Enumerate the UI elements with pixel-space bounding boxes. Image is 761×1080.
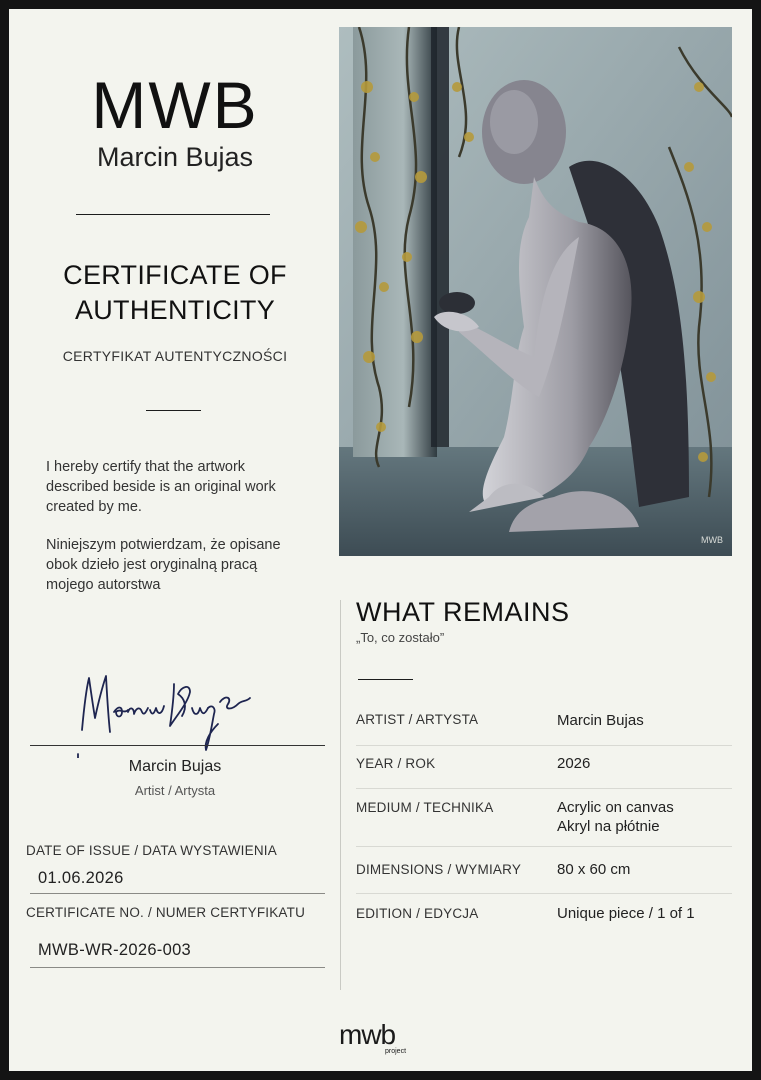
divider — [76, 214, 270, 215]
detail-value-edition — [557, 904, 695, 923]
painting-signature: MWB — [701, 535, 723, 545]
signatory-name: Marcin Bujas — [128, 758, 222, 775]
column-divider — [340, 600, 341, 990]
detail-label-artist: ARTIST / ARTYSTA — [356, 712, 479, 727]
divider — [358, 679, 413, 680]
detail-label-medium: MEDIUM / TECHNIKA — [356, 800, 494, 815]
statement-en-line: created by me. — [46, 499, 142, 515]
artist-name-header: Marcin Bujas — [96, 142, 254, 172]
statement-en-line: I hereby certify that the artwork — [46, 459, 246, 475]
detail-label-dimensions: DIMENSIONS / WYMIARY — [356, 862, 522, 877]
detail-value-line: 2026 — [557, 755, 591, 772]
statement-en-line: described beside is an original work — [46, 479, 276, 495]
detail-label-year: YEAR / ROK — [356, 756, 436, 771]
statement-pl-line: obok dzieło jest oryginalną pracą — [46, 557, 258, 573]
signatory-role: Artist / Artysta — [134, 783, 216, 798]
detail-value-artist — [557, 711, 644, 730]
brand-logo: MWB — [91, 68, 259, 142]
field-underline — [30, 967, 325, 968]
date-of-issue-label: DATE OF ISSUE / DATA WYSTAWIENIA — [26, 843, 277, 858]
artwork-title: WHAT REMAINS — [356, 597, 570, 627]
footer-logo-sub: project — [385, 1048, 407, 1055]
field-underline — [30, 893, 325, 894]
detail-value-medium — [557, 798, 674, 836]
statement-pl-line: mojego autorstwa — [46, 577, 161, 593]
row-separator — [356, 788, 732, 789]
statement-en — [46, 457, 316, 517]
certificate-number-value: MWB-WR-2026-003 — [38, 941, 192, 959]
detail-value-line: Akryl na płótnie — [557, 818, 660, 835]
statement-pl — [46, 535, 316, 595]
detail-value-year — [557, 754, 590, 773]
certificate-title-pl: CERTYFIKAT AUTENTYCZNOŚCI — [62, 348, 288, 364]
row-separator — [356, 745, 732, 746]
signature-line — [30, 745, 325, 746]
certificate-title — [30, 258, 320, 328]
certificate-number-label: CERTIFICATE NO. / NUMER CERTYFIKATU — [26, 905, 306, 920]
artwork-image — [339, 27, 732, 556]
row-separator — [356, 893, 732, 894]
divider — [146, 410, 201, 411]
artwork-subtitle: „To, co zostało” — [356, 630, 445, 645]
detail-value-line: Acrylic on canvas — [557, 799, 674, 816]
detail-value-line: Unique piece / 1 of 1 — [557, 905, 695, 922]
date-of-issue-value: 01.06.2026 — [38, 869, 124, 887]
certificate-title-line-2: AUTHENTICITY — [74, 295, 276, 325]
detail-value-line: Marcin Bujas — [557, 712, 644, 729]
statement-pl-line: Niniejszym potwierdzam, że opisane — [46, 537, 281, 553]
detail-value-line: 80 x 60 cm — [557, 861, 631, 878]
detail-label-edition: EDITION / EDYCJA — [356, 906, 479, 921]
detail-value-dimensions — [557, 860, 630, 879]
row-separator — [356, 846, 732, 847]
certificate-title-line-1: CERTIFICATE OF — [63, 260, 287, 290]
footer-logo — [339, 1020, 423, 1056]
footer-logo-main: mwb — [339, 1020, 396, 1050]
